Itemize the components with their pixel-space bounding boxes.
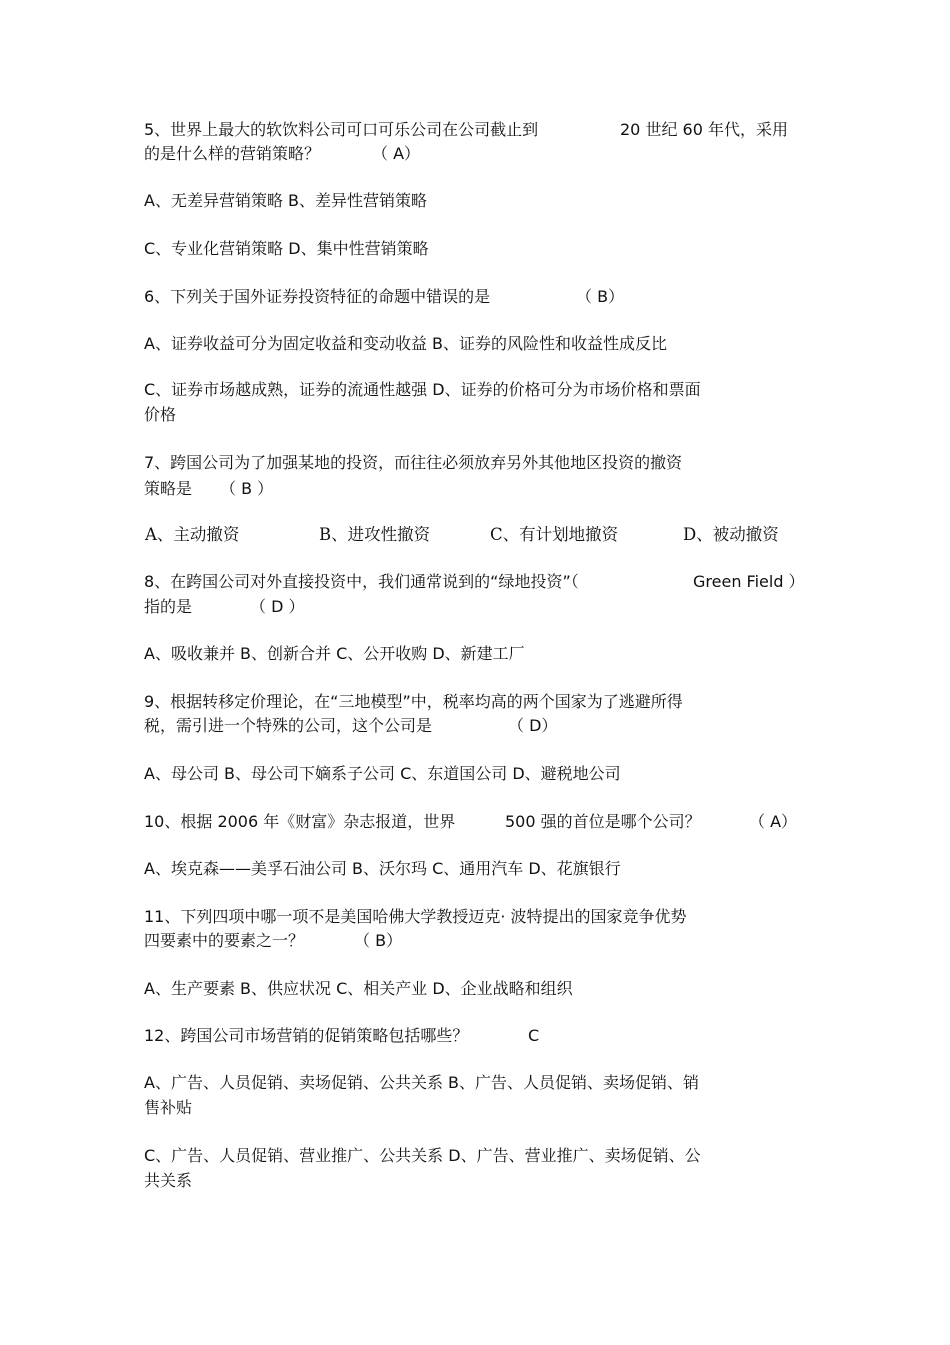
question-7-answer: （ B ） [220,479,274,498]
question-7-line-1: 7、跨国公司为了加强某地的投资，而往往必须放弃另外其他地区投资的撤资 [144,453,683,472]
question-12-options-ab: A、广告、人员促销、卖场促销、公共关系 B、广告、人员促销、卖场促销、销 [144,1073,700,1092]
question-7-line-2: 策略是 [144,479,193,498]
question-11-line-1: 11、下列四项中哪一项不是美国哈佛大学教授迈克· 波特提出的国家竞争优势 [144,907,687,926]
question-5-line-1-tail: 20 世纪 60 年代，采用 [620,120,788,139]
question-7-option-b: B、进攻性撤资 [319,525,431,544]
question-10-line-1-tail: 500 强的首位是哪个公司？ [505,812,701,831]
question-12-options-ab-wrap: 售补贴 [144,1098,193,1117]
question-6-options-ab: A、证券收益可分为固定收益和变动收益 B、证券的风险性和收益性成反比 [144,334,668,353]
question-5-line-1: 5、世界上最大的软饮料公司可口可乐公司在公司截止到 [144,120,539,139]
question-6-line-1: 6、下列关于国外证券投资特征的命题中错误的是 [144,287,491,306]
question-10-line-1: 10、根据 2006 年《财富》杂志报道，世界 [144,812,456,831]
question-5-line-2: 的是什么样的营销策略？ [144,144,321,163]
question-8-answer: （ D ） [250,597,305,616]
question-8-options: A、吸收兼并 B、创新合并 C、公开收购 D、新建工厂 [144,644,525,663]
question-9-answer: （ D） [508,716,558,735]
question-8-line-2: 指的是 [144,597,193,616]
question-6-options-cd: C、证券市场越成熟，证券的流通性越强 D、证券的价格可分为市场价格和票面 [144,380,701,399]
question-12-answer: C [528,1026,540,1045]
question-7-option-d: D、被动撤资 [683,525,779,544]
question-9-line-1: 9、根据转移定价理论，在“三地模型”中，税率均高的两个国家为了逃避所得 [144,692,683,711]
question-5-options-ab: A、无差异营销策略 B、差异性营销策略 [144,191,428,210]
question-10-options: A、埃克森——美孚石油公司 B、沃尔玛 C、通用汽车 D、花旗银行 [144,859,621,878]
question-11-answer: （ B） [354,931,403,950]
question-6-answer: （ B） [576,287,625,306]
question-6-options-cd-wrap: 价格 [144,405,177,424]
question-9-options: A、母公司 B、母公司下嫡系子公司 C、东道国公司 D、避税地公司 [144,764,621,783]
question-8-line-1-tail: Green Field ） [693,572,805,591]
question-7-option-c: C、有计划地撤资 [490,525,619,544]
question-8-line-1: 8、在跨国公司对外直接投资中，我们通常说到的“绿地投资”（ [144,572,579,591]
question-5-options-cd: C、专业化营销策略 D、集中性营销策略 [144,239,429,258]
question-11-line-2: 四要素中的要素之一？ [144,931,305,950]
question-12-options-cd-wrap: 共关系 [144,1171,193,1190]
question-5-answer: （ A） [372,144,421,163]
question-9-line-2: 税，需引进一个特殊的公司，这个公司是 [144,716,433,735]
question-10-answer: （ A） [749,812,798,831]
question-12-line-1: 12、跨国公司市场营销的促销策略包括哪些？ [144,1026,469,1045]
question-11-options: A、生产要素 B、供应状况 C、相关产业 D、企业战略和组织 [144,979,573,998]
question-12-options-cd: C、广告、人员促销、营业推广、公共关系 D、广告、营业推广、卖场促销、公 [144,1146,701,1165]
question-7-option-a: A、主动撤资 [145,525,240,544]
